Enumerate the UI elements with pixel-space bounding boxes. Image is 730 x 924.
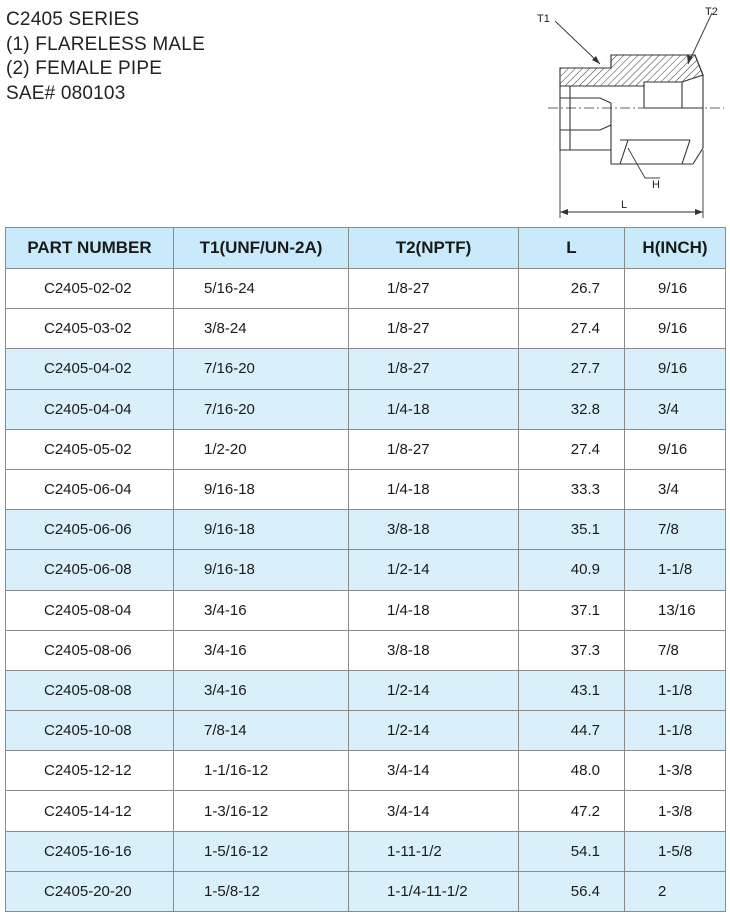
t2-cell: 3/8-18 <box>349 630 519 670</box>
h-cell: 3/4 <box>625 389 726 429</box>
h-cell: 7/8 <box>625 510 726 550</box>
t1-cell: 1/2-20 <box>174 429 349 469</box>
t1-cell: 5/16-24 <box>174 269 349 309</box>
table-row <box>6 791 726 831</box>
t2-cell: 1/4-18 <box>349 590 519 630</box>
part-number-cell: C2405-10-08 <box>6 711 174 751</box>
table-row <box>6 751 726 791</box>
h-label: H <box>652 179 660 191</box>
end-2-description: (2) FEMALE PIPE <box>6 58 163 79</box>
sae-number: SAE# 080103 <box>6 82 126 104</box>
table-row <box>6 349 726 389</box>
t2-cell: 1/8-27 <box>349 309 519 349</box>
part-number-cell: C2405-12-12 <box>6 751 174 791</box>
h-cell: 1-1/8 <box>625 550 726 590</box>
fitting-drawing <box>525 4 725 224</box>
t2-cell: 1-1/4-11-1/2 <box>349 871 519 911</box>
h-cell: 9/16 <box>625 309 726 349</box>
series-title: C2405 SERIES <box>6 9 140 30</box>
table-row <box>6 510 726 550</box>
part-number-cell: C2405-08-04 <box>6 590 174 630</box>
table-row <box>6 590 726 630</box>
header-l: L <box>519 228 625 269</box>
table-row <box>6 550 726 590</box>
h-cell: 1-1/8 <box>625 670 726 710</box>
t1-cell: 7/16-20 <box>174 349 349 389</box>
l-label: L <box>621 199 628 211</box>
t2-cell: 1/8-27 <box>349 269 519 309</box>
table-row <box>6 630 726 670</box>
h-cell: 3/4 <box>625 469 726 509</box>
l-cell: 26.7 <box>519 269 625 309</box>
t2-cell: 3/8-18 <box>349 510 519 550</box>
t2-cell: 1/4-18 <box>349 469 519 509</box>
l-cell: 33.3 <box>519 469 625 509</box>
t2-label: T2 <box>705 6 718 18</box>
l-cell: 32.8 <box>519 389 625 429</box>
h-cell: 7/8 <box>625 630 726 670</box>
table-row <box>6 469 726 509</box>
h-cell: 2 <box>625 871 726 911</box>
l-cell: 35.1 <box>519 510 625 550</box>
table-row <box>6 670 726 710</box>
part-number-cell: C2405-05-02 <box>6 429 174 469</box>
t2-cell: 1-11-1/2 <box>349 831 519 871</box>
h-cell: 1-3/8 <box>625 791 726 831</box>
t1-cell: 9/16-18 <box>174 469 349 509</box>
part-number-cell: C2405-02-02 <box>6 269 174 309</box>
table-row <box>6 871 726 911</box>
header-part-number: PART NUMBER <box>6 228 174 269</box>
table-row <box>6 429 726 469</box>
t2-cell: 1/2-14 <box>349 670 519 710</box>
table-row <box>6 831 726 871</box>
h-cell: 9/16 <box>625 349 726 389</box>
l-cell: 40.9 <box>519 550 625 590</box>
h-cell: 9/16 <box>625 429 726 469</box>
l-cell: 54.1 <box>519 831 625 871</box>
l-cell: 27.7 <box>519 349 625 389</box>
t1-cell: 3/4-16 <box>174 630 349 670</box>
part-number-cell: C2405-04-02 <box>6 349 174 389</box>
t1-label: T1 <box>537 13 550 25</box>
end-1-description: (1) FLARELESS MALE <box>6 33 205 55</box>
t1-cell: 9/16-18 <box>174 550 349 590</box>
l-cell: 37.1 <box>519 590 625 630</box>
part-number-cell: C2405-03-02 <box>6 309 174 349</box>
t1-cell: 3/4-16 <box>174 670 349 710</box>
part-number-cell: C2405-14-12 <box>6 791 174 831</box>
t1-cell: 1-5/8-12 <box>174 871 349 911</box>
h-cell: 13/16 <box>625 590 726 630</box>
l-cell: 44.7 <box>519 711 625 751</box>
l-cell: 48.0 <box>519 751 625 791</box>
table-row <box>6 711 726 751</box>
header-t2: T2(NPTF) <box>349 228 519 269</box>
t2-leader <box>688 13 712 64</box>
t1-cell: 1-5/16-12 <box>174 831 349 871</box>
l-cell: 47.2 <box>519 791 625 831</box>
l-cell: 27.4 <box>519 309 625 349</box>
section-hatch <box>560 55 703 86</box>
h-cell: 1-3/8 <box>625 751 726 791</box>
h-cell: 1-1/8 <box>625 711 726 751</box>
part-number-cell: C2405-06-06 <box>6 510 174 550</box>
t1-leader <box>555 21 600 64</box>
l-cell: 56.4 <box>519 871 625 911</box>
part-number-cell: C2405-06-04 <box>6 469 174 509</box>
t1-cell: 1-3/16-12 <box>174 791 349 831</box>
l-cell: 27.4 <box>519 429 625 469</box>
table-row <box>6 269 726 309</box>
t1-cell: 1-1/16-12 <box>174 751 349 791</box>
title-block <box>6 8 205 106</box>
h-cell: 9/16 <box>625 269 726 309</box>
t1-cell: 7/16-20 <box>174 389 349 429</box>
part-number-cell: C2405-08-06 <box>6 630 174 670</box>
t1-cell: 7/8-14 <box>174 711 349 751</box>
part-number-cell: C2405-04-04 <box>6 389 174 429</box>
part-number-cell: C2405-06-08 <box>6 550 174 590</box>
t2-cell: 1/4-18 <box>349 389 519 429</box>
t1-cell: 9/16-18 <box>174 510 349 550</box>
h-cell: 1-5/8 <box>625 831 726 871</box>
t2-cell: 1/8-27 <box>349 349 519 389</box>
table-row <box>6 309 726 349</box>
l-cell: 37.3 <box>519 630 625 670</box>
header-t1: T1(UNF/UN-2A) <box>174 228 349 269</box>
part-number-cell: C2405-20-20 <box>6 871 174 911</box>
t1-cell: 3/4-16 <box>174 590 349 630</box>
t2-cell: 1/2-14 <box>349 550 519 590</box>
spec-table <box>5 227 726 912</box>
t1-cell: 3/8-24 <box>174 309 349 349</box>
table-row <box>6 389 726 429</box>
t2-cell: 3/4-14 <box>349 751 519 791</box>
t2-cell: 3/4-14 <box>349 791 519 831</box>
t2-cell: 1/2-14 <box>349 711 519 751</box>
part-number-cell: C2405-08-08 <box>6 670 174 710</box>
table-header-row <box>6 228 726 269</box>
t2-cell: 1/8-27 <box>349 429 519 469</box>
l-cell: 43.1 <box>519 670 625 710</box>
part-number-cell: C2405-16-16 <box>6 831 174 871</box>
header-h: H(INCH) <box>625 228 726 269</box>
